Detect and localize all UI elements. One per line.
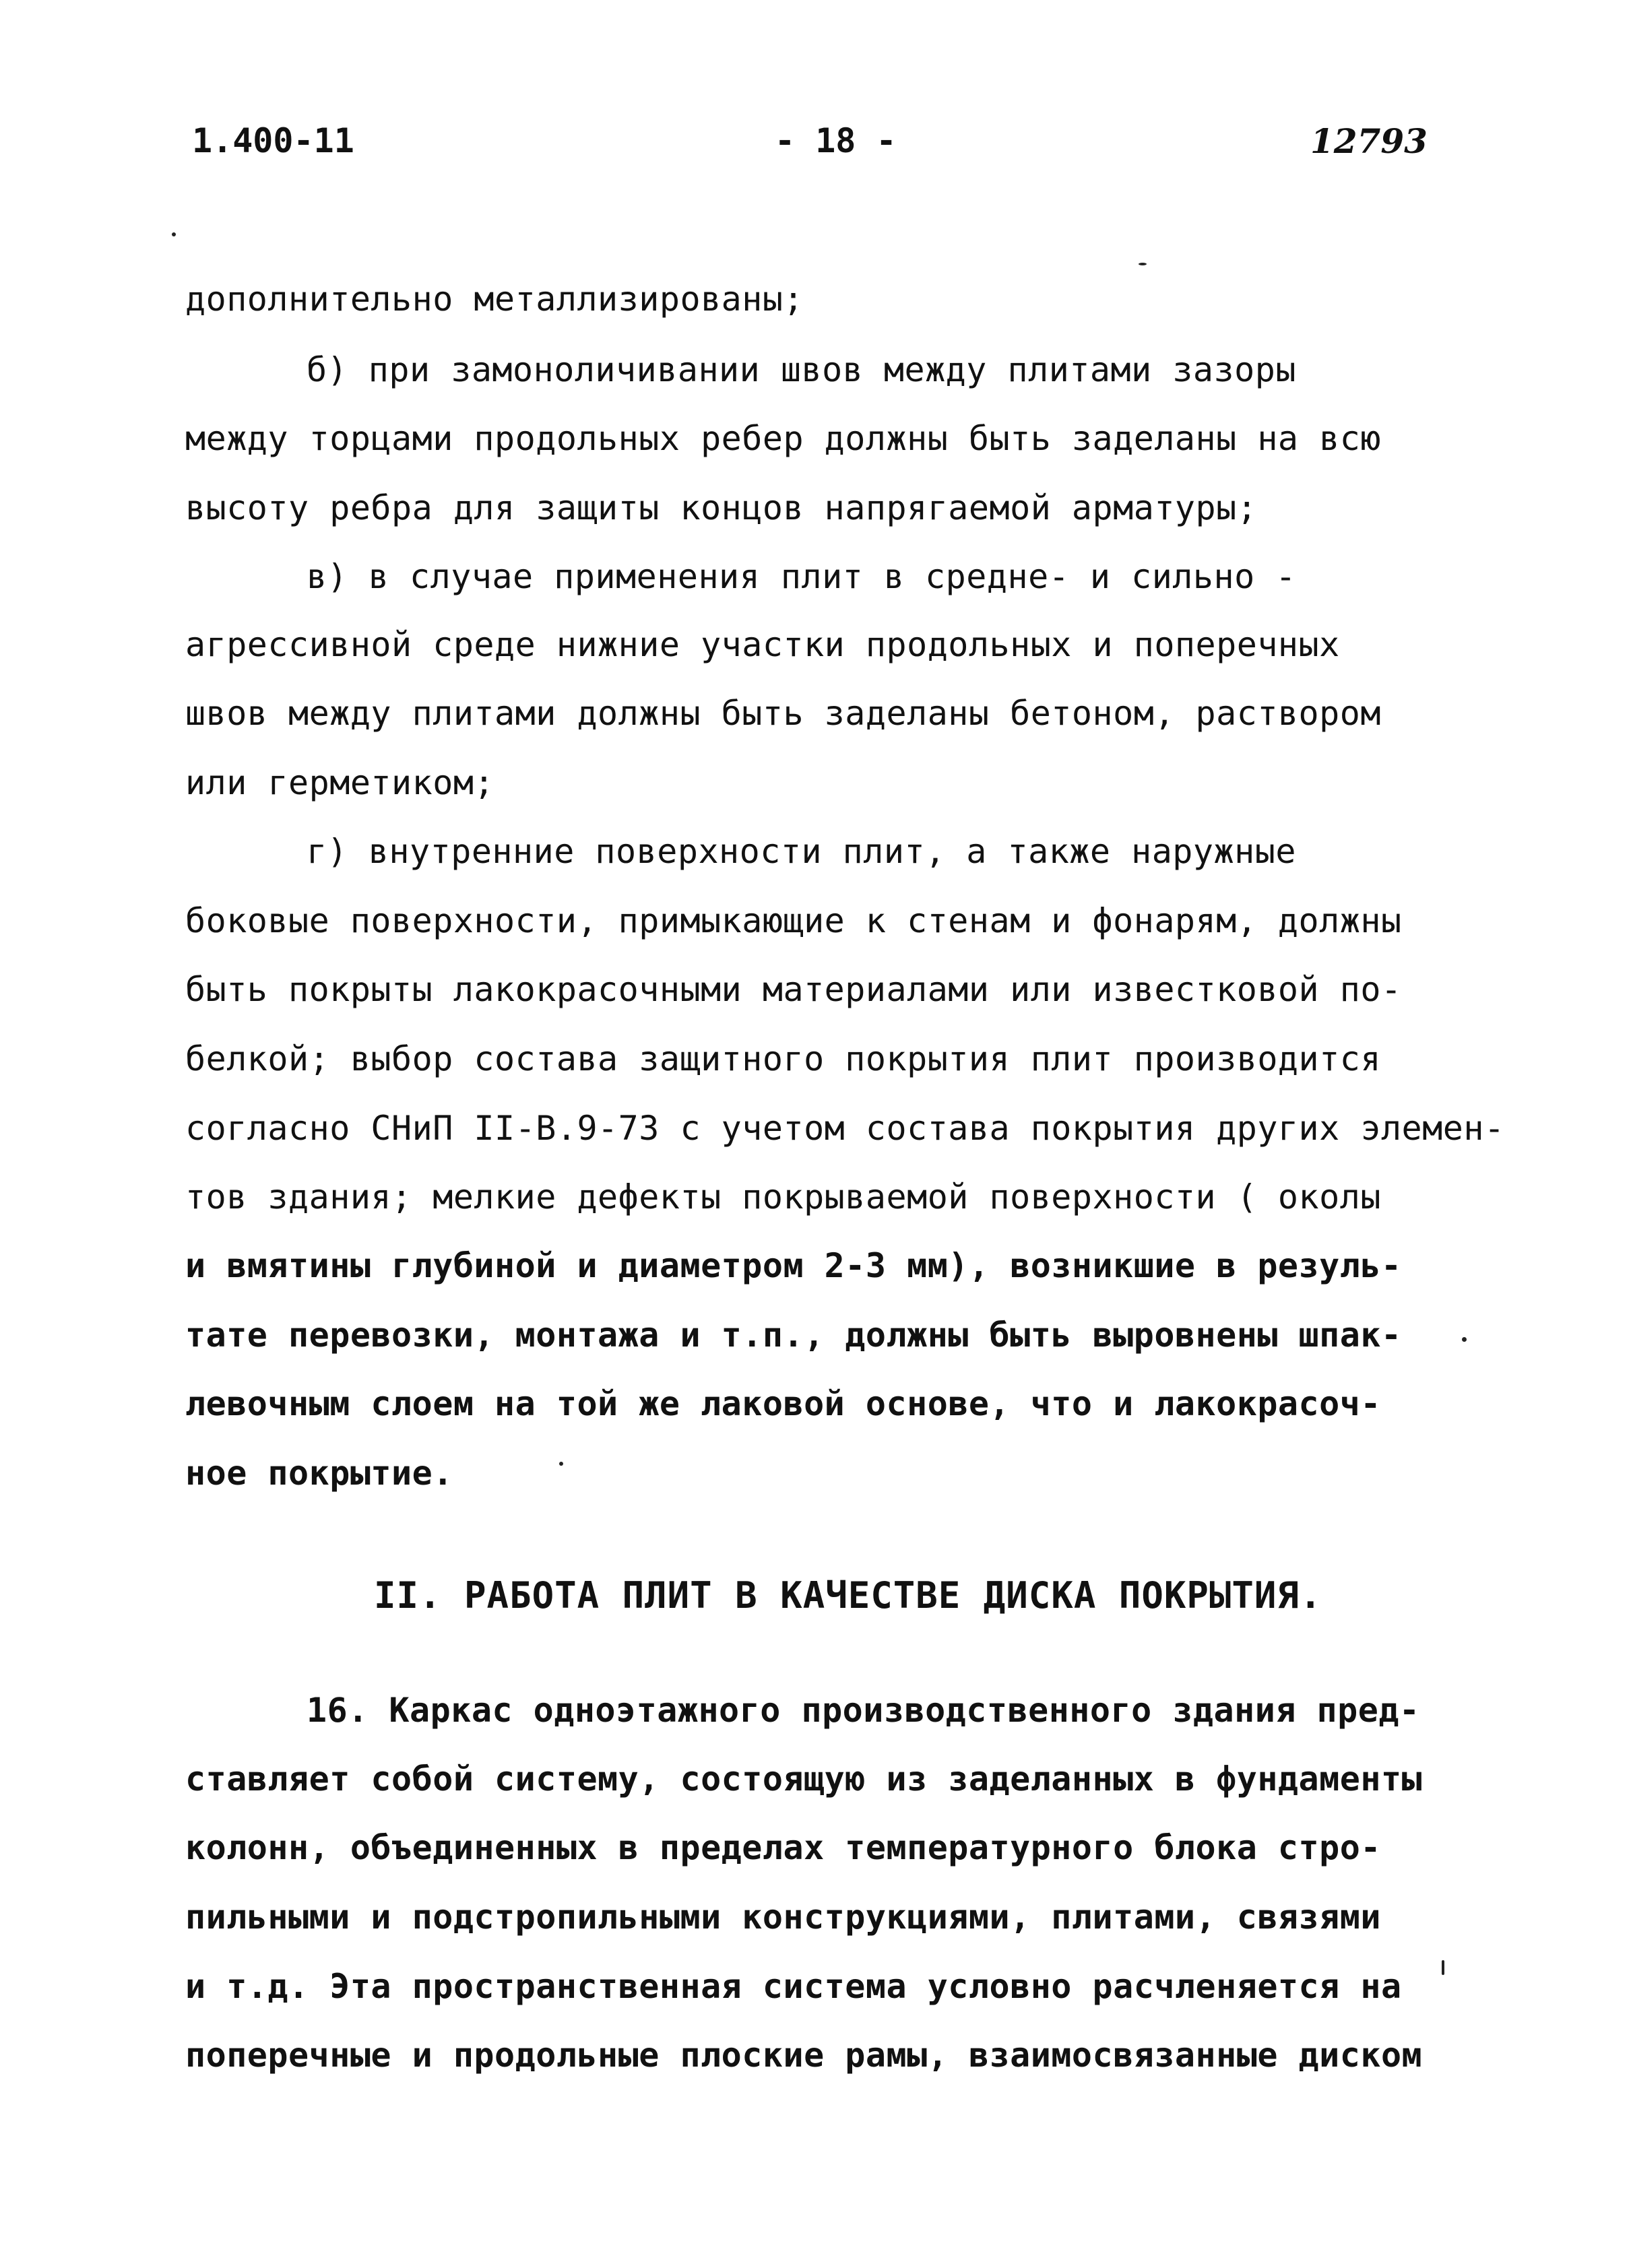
text-line: тате перевозки, монтажа и т.п., должны быть выровнены шпак- [185, 1316, 1402, 1355]
text-line: колонн, объединенных в пределах температурного блока стро- [185, 1828, 1381, 1867]
text-line: быть покрыты лакокрасочными материалами или известковой по- [185, 970, 1402, 1009]
text-line: поперечные и продольные плоские рамы, взаимосвязанные диском [185, 2036, 1423, 2075]
text-line: между торцами продольных ребер должны быть заделаны на всю [185, 419, 1381, 458]
section-heading: II. РАБОТА ПЛИТ В КАЧЕСТВЕ ДИСКА ПОКРЫТИЯ. [374, 1574, 1322, 1617]
page-number: - 18 - [775, 121, 897, 160]
text-line: или герметиком; [185, 763, 495, 802]
text-line: б) при замоноличивании швов между плитами зазоры [307, 350, 1296, 389]
scan-speck [559, 1462, 563, 1466]
text-line: агрессивной среде нижние участки продольных и поперечных [185, 625, 1340, 664]
text-line: тов здания; мелкие дефекты покрываемой поверхности ( околы [185, 1177, 1381, 1217]
archive-number: 12793 [1310, 121, 1428, 161]
text-line: ставляет собой систему, состоящую из заделанных в фундаменты [185, 1759, 1423, 1799]
text-line: швов между плитами должны быть заделаны бетоном, раствором [185, 694, 1381, 733]
text-line: и вмятины глубиной и диаметром 2-3 мм), возникшие в резуль- [185, 1246, 1402, 1285]
text-line: пильными и подстропильными конструкциями, плитами, связями [185, 1898, 1381, 1937]
text-line: 16. Каркас одноэтажного производственного здания пред- [307, 1691, 1420, 1730]
text-line: левочным слоем на той же лаковой основе, что и лакокрасоч- [185, 1384, 1381, 1423]
scan-speck [172, 232, 176, 236]
scan-speck [1139, 263, 1147, 265]
text-line: в) в случае применения плит в средне- и сильно - [307, 557, 1296, 596]
text-line: г) внутренние поверхности плит, а также наружные [307, 832, 1296, 871]
text-line: согласно СНиП II-В.9-73 с учетом состава покрытия других элемен- [185, 1109, 1505, 1148]
scan-speck [1442, 1960, 1444, 1975]
text-line: дополнительно металлизированы; [185, 280, 804, 319]
text-line: и т.д. Эта пространственная система условно расчленяется на [185, 1967, 1402, 2006]
document-code: 1.400-11 [192, 121, 354, 160]
text-line: ное покрытие. [185, 1454, 453, 1493]
text-line: высоту ребра для защиты концов напрягаемой арматуры; [185, 488, 1258, 527]
text-line: боковые поверхности, примыкающие к стенам и фонарям, должны [185, 901, 1402, 940]
text-line: белкой; выбор состава защитного покрытия плит производится [185, 1039, 1381, 1078]
scan-speck [1462, 1337, 1467, 1342]
